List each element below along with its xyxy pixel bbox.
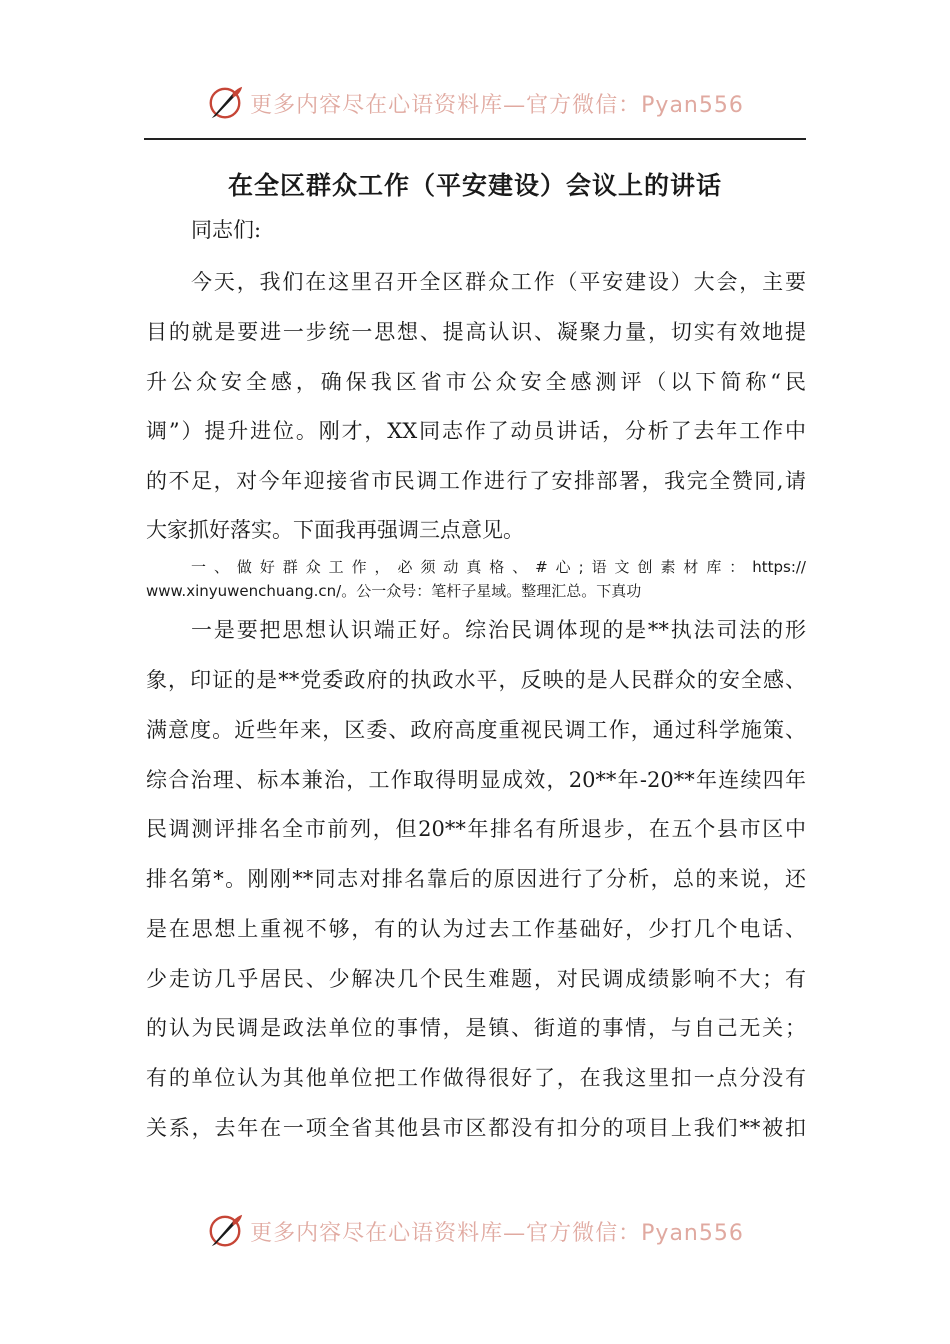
para2-line: 有的单位认为其他单位把工作做得很好了，在我这里扣一点分没有 bbox=[146, 1066, 806, 1090]
header-banner bbox=[0, 78, 950, 128]
footer-wechat-id: Pyan556 bbox=[641, 1220, 744, 1246]
section-heading-line: 一、做好群众工作，必须动真格、#心;语文创素材库：https:// bbox=[191, 558, 806, 576]
salutation: 同志们: bbox=[191, 218, 262, 242]
header-banner-text bbox=[250, 88, 744, 119]
quill-pen-logo-icon bbox=[206, 1212, 244, 1250]
para1-line: 大家抓好落实。下面我再强调三点意见。 bbox=[146, 518, 524, 542]
para1-line: 今天，我们在这里召开全区群众工作（平安建设）大会，主要 bbox=[191, 270, 806, 294]
para2-line: 一是要把思想认识端正好。综治民调体现的是**执法司法的形 bbox=[191, 618, 806, 642]
header-wechat-id: Pyan556 bbox=[641, 92, 744, 118]
para2-line: 综合治理、标本兼治，工作取得明显成效，20**年-20**年连续四年 bbox=[146, 768, 806, 792]
para2-line: 少走访几乎居民、少解决几个民生难题，对民调成绩影响不大；有 bbox=[146, 967, 806, 991]
header-rule bbox=[144, 138, 806, 140]
footer-banner-text bbox=[250, 1216, 744, 1247]
para1-line: 升公众安全感，确保我区省市公众安全感测评（以下简称“民 bbox=[146, 370, 806, 394]
para2-line: 民调测评排名全市前列，但20**年排名有所退步，在五个县市区中 bbox=[146, 817, 806, 841]
document-title: 在全区群众工作（平安建设）会议上的讲话 bbox=[227, 171, 722, 200]
para1-line: 调”）提升进位。刚才，XX同志作了动员讲话，分析了去年工作中 bbox=[146, 419, 806, 443]
footer-banner bbox=[0, 1206, 950, 1256]
header-banner-label: 更多内容尽在心语资料库—官方微信： bbox=[250, 92, 642, 118]
para2-line: 是在思想上重视不够，有的认为过去工作基础好，少打几个电话、 bbox=[146, 917, 806, 941]
para1-line: 目的就是要进一步统一思想、提高认识、凝聚力量，切实有效地提 bbox=[146, 320, 806, 344]
para2-line: 象，印证的是**党委政府的执政水平，反映的是人民群众的安全感、 bbox=[146, 668, 806, 692]
quill-pen-logo-icon bbox=[206, 84, 244, 122]
section-heading-line: www.xinyuwenchuang.cn/。公一众号：笔杆子星域。整理汇总。下真功 bbox=[146, 582, 642, 600]
para1-line: 的不足，对今年迎接省市民调工作进行了安排部署，我完全赞同,请 bbox=[146, 469, 806, 493]
para2-line: 满意度。近些年来，区委、政府高度重视民调工作，通过科学施策、 bbox=[146, 718, 806, 742]
footer-banner-label: 更多内容尽在心语资料库—官方微信： bbox=[250, 1220, 642, 1246]
para2-line: 关系，去年在一项全省其他县市区都没有扣分的项目上我们**被扣 bbox=[146, 1116, 806, 1140]
para2-line: 排名第*。刚刚**同志对排名靠后的原因进行了分析，总的来说，还 bbox=[146, 867, 806, 891]
para2-line: 的认为民调是政法单位的事情，是镇、街道的事情，与自己无关； bbox=[146, 1016, 806, 1040]
